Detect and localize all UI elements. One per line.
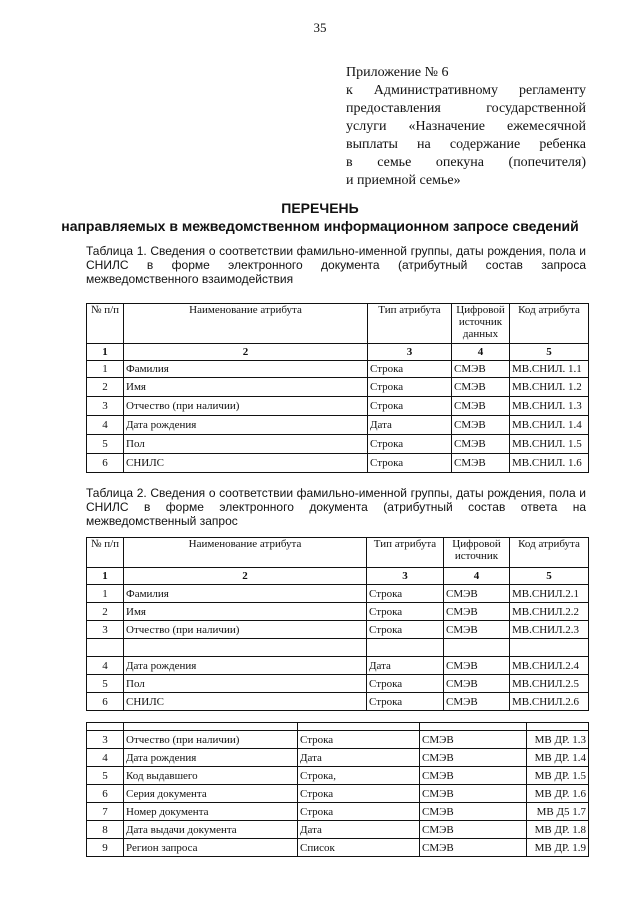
column-number: 5 — [510, 568, 589, 585]
appendix-line: услуги «Назначение ежемесячной — [346, 119, 586, 134]
table-row — [87, 585, 589, 603]
attribute-code: МВ.СНИЛ. 1.4 — [510, 416, 589, 435]
table-row — [87, 785, 589, 803]
document-title: ПЕРЕЧЕНЬ — [281, 200, 359, 216]
empty-cell — [527, 723, 589, 731]
data-source: СМЭВ — [452, 454, 510, 473]
table1-caption: Таблица 1. Сведения о соответствии фамильно-именной группы, даты рождения, пола и СНИЛС в форме электронного документа (атрибутный состав запроса межведомственного взаимодействия — [86, 244, 586, 286]
data-source: СМЭВ — [420, 821, 527, 839]
column-header: № п/п — [87, 304, 124, 344]
attribute-type: Строка, — [298, 767, 420, 785]
table-row — [87, 675, 589, 693]
attribute-code: МВ ДР. 1.4 — [527, 749, 589, 767]
attribute-name: Дата рождения — [124, 657, 367, 675]
attribute-type: Строка — [368, 361, 452, 378]
row-number: 8 — [87, 821, 124, 839]
attribute-type: Строка — [368, 397, 452, 416]
attribute-type: Дата — [367, 657, 444, 675]
table-row — [87, 767, 589, 785]
attribute-name: СНИЛС — [124, 454, 368, 473]
attribute-name: Отчество (при наличии) — [124, 621, 367, 639]
table-header-row — [87, 304, 589, 344]
table-row — [87, 803, 589, 821]
attribute-name: Пол — [124, 435, 368, 454]
appendix-line: к Административному регламенту — [346, 83, 586, 98]
attribute-name: Регион запроса — [124, 839, 298, 857]
column-number-row — [87, 344, 589, 361]
row-number: 1 — [87, 361, 124, 378]
appendix-header — [346, 64, 586, 190]
row-number: 9 — [87, 839, 124, 857]
column-header: Тип атрибута — [367, 538, 444, 568]
attribute-type: Строка — [298, 731, 420, 749]
column-header: Код атрибута — [510, 304, 589, 344]
column-number: 3 — [368, 344, 452, 361]
empty-cell — [124, 723, 298, 731]
column-header: Цифровой источник данных — [452, 304, 510, 344]
table-row — [87, 749, 589, 767]
table-row — [87, 361, 589, 378]
data-source: СМЭВ — [420, 803, 527, 821]
column-header: Наименование атрибута — [124, 538, 367, 568]
row-number: 4 — [87, 657, 124, 675]
row-number: 1 — [87, 585, 124, 603]
table-row — [87, 397, 589, 416]
empty-cell — [298, 723, 420, 731]
table-row — [87, 657, 589, 675]
row-number: 3 — [87, 731, 124, 749]
table3 — [86, 722, 589, 857]
row-number: 6 — [87, 785, 124, 803]
column-header: Наименование атрибута — [124, 304, 368, 344]
data-source: СМЭВ — [452, 416, 510, 435]
data-source: СМЭВ — [452, 361, 510, 378]
column-number: 2 — [124, 568, 367, 585]
column-header: Тип атрибута — [368, 304, 452, 344]
document-subtitle: направляемых в межведомственном информационном запросе сведений — [61, 218, 579, 234]
table1 — [86, 303, 589, 473]
attribute-name: Отчество (при наличии) — [124, 731, 298, 749]
attribute-type: Строка — [368, 378, 452, 397]
table2-caption: Таблица 2. Сведения о соответствии фамильно-именной группы, даты рождения, пола и СНИЛС в форме электронного документа (атрибутный состав ответа на межведомственный запрос — [86, 486, 586, 528]
attribute-type: Дата — [298, 821, 420, 839]
attribute-name: СНИЛС — [124, 693, 367, 711]
data-source: СМЭВ — [444, 621, 510, 639]
table-row — [87, 454, 589, 473]
data-source: СМЭВ — [420, 839, 527, 857]
attribute-code: МВ.СНИЛ. 1.1 — [510, 361, 589, 378]
row-number: 5 — [87, 435, 124, 454]
attribute-name: Номер документа — [124, 803, 298, 821]
attribute-name: Код выдавшего — [124, 767, 298, 785]
data-source: СМЭВ — [444, 585, 510, 603]
attribute-code: МВ ДР. 1.5 — [527, 767, 589, 785]
column-number: 3 — [367, 568, 444, 585]
attribute-type: Строка — [367, 585, 444, 603]
attribute-code: МВ ДР. 1.3 — [527, 731, 589, 749]
table-row — [87, 693, 589, 711]
column-number: 1 — [87, 568, 124, 585]
row-number: 5 — [87, 767, 124, 785]
attribute-name: Фамилия — [124, 585, 367, 603]
page-number: 35 — [313, 20, 327, 35]
table-gap-row — [87, 723, 589, 731]
data-source: СМЭВ — [420, 767, 527, 785]
attribute-name: Пол — [124, 675, 367, 693]
attribute-type: Строка — [368, 454, 452, 473]
attribute-name: Имя — [124, 378, 368, 397]
attribute-code: МВ ДР. 1.8 — [527, 821, 589, 839]
appendix-line: выплаты на содержание ребенка — [346, 137, 586, 152]
table-row — [87, 416, 589, 435]
attribute-type: Строка — [298, 803, 420, 821]
row-number: 3 — [87, 397, 124, 416]
attribute-code: МВ.СНИЛ.2.2 — [510, 603, 589, 621]
empty-cell — [87, 639, 124, 657]
column-number-row — [87, 568, 589, 585]
column-number: 2 — [124, 344, 368, 361]
attribute-code: МВ.СНИЛ.2.3 — [510, 621, 589, 639]
appendix-line: Приложение № 6 — [346, 65, 449, 80]
attribute-type: Строка — [367, 621, 444, 639]
attribute-code: МВ ДР. 1.6 — [527, 785, 589, 803]
row-number: 6 — [87, 454, 124, 473]
data-source: СМЭВ — [420, 731, 527, 749]
table-gap-row — [87, 639, 589, 657]
data-source: СМЭВ — [452, 397, 510, 416]
attribute-name: Дата рождения — [124, 416, 368, 435]
table-row — [87, 603, 589, 621]
data-source: СМЭВ — [452, 378, 510, 397]
attribute-code: МВ.СНИЛ. 1.3 — [510, 397, 589, 416]
attribute-name: Имя — [124, 603, 367, 621]
row-number: 3 — [87, 621, 124, 639]
appendix-line: и приемной семье» — [346, 173, 461, 188]
attribute-code: МВ.СНИЛ. 1.6 — [510, 454, 589, 473]
row-number: 2 — [87, 378, 124, 397]
attribute-code: МВ.СНИЛ.2.5 — [510, 675, 589, 693]
table-row — [87, 839, 589, 857]
table-row — [87, 435, 589, 454]
appendix-line: в семье опекуна (попечителя) — [346, 155, 586, 170]
attribute-name: Дата рождения — [124, 749, 298, 767]
empty-cell — [87, 723, 124, 731]
empty-cell — [124, 639, 367, 657]
empty-cell — [444, 639, 510, 657]
column-number: 5 — [510, 344, 589, 361]
row-number: 2 — [87, 603, 124, 621]
attribute-code: МВ.СНИЛ. 1.2 — [510, 378, 589, 397]
data-source: СМЭВ — [444, 675, 510, 693]
table-header-row — [87, 538, 589, 568]
appendix-line: предоставления государственной — [346, 101, 586, 116]
table2 — [86, 537, 589, 711]
empty-cell — [510, 639, 589, 657]
attribute-type: Строка — [367, 603, 444, 621]
attribute-name: Фамилия — [124, 361, 368, 378]
data-source: СМЭВ — [444, 657, 510, 675]
table-row — [87, 731, 589, 749]
attribute-code: МВ Д5 1.7 — [527, 803, 589, 821]
column-number: 4 — [452, 344, 510, 361]
attribute-code: МВ.СНИЛ.2.1 — [510, 585, 589, 603]
row-number: 4 — [87, 416, 124, 435]
attribute-code: МВ ДР. 1.9 — [527, 839, 589, 857]
attribute-type: Дата — [368, 416, 452, 435]
data-source: СМЭВ — [452, 435, 510, 454]
attribute-code: МВ.СНИЛ.2.4 — [510, 657, 589, 675]
attribute-type: Строка — [298, 785, 420, 803]
table-row — [87, 821, 589, 839]
empty-cell — [420, 723, 527, 731]
row-number: 5 — [87, 675, 124, 693]
attribute-type: Строка — [367, 693, 444, 711]
attribute-name: Дата выдачи документа — [124, 821, 298, 839]
data-source: СМЭВ — [420, 785, 527, 803]
attribute-type: Строка — [367, 675, 444, 693]
column-header: Цифровой источник — [444, 538, 510, 568]
attribute-code: МВ.СНИЛ. 1.5 — [510, 435, 589, 454]
attribute-type: Строка — [368, 435, 452, 454]
attribute-name: Отчество (при наличии) — [124, 397, 368, 416]
row-number: 7 — [87, 803, 124, 821]
row-number: 6 — [87, 693, 124, 711]
attribute-type: Дата — [298, 749, 420, 767]
attribute-code: МВ.СНИЛ.2.6 — [510, 693, 589, 711]
column-number: 1 — [87, 344, 124, 361]
data-source: СМЭВ — [420, 749, 527, 767]
data-source: СМЭВ — [444, 693, 510, 711]
empty-cell — [367, 639, 444, 657]
table-row — [87, 621, 589, 639]
data-source: СМЭВ — [444, 603, 510, 621]
column-number: 4 — [444, 568, 510, 585]
column-header: № п/п — [87, 538, 124, 568]
column-header: Код атрибута — [510, 538, 589, 568]
attribute-name: Серия документа — [124, 785, 298, 803]
row-number: 4 — [87, 749, 124, 767]
table-row — [87, 378, 589, 397]
attribute-type: Список — [298, 839, 420, 857]
